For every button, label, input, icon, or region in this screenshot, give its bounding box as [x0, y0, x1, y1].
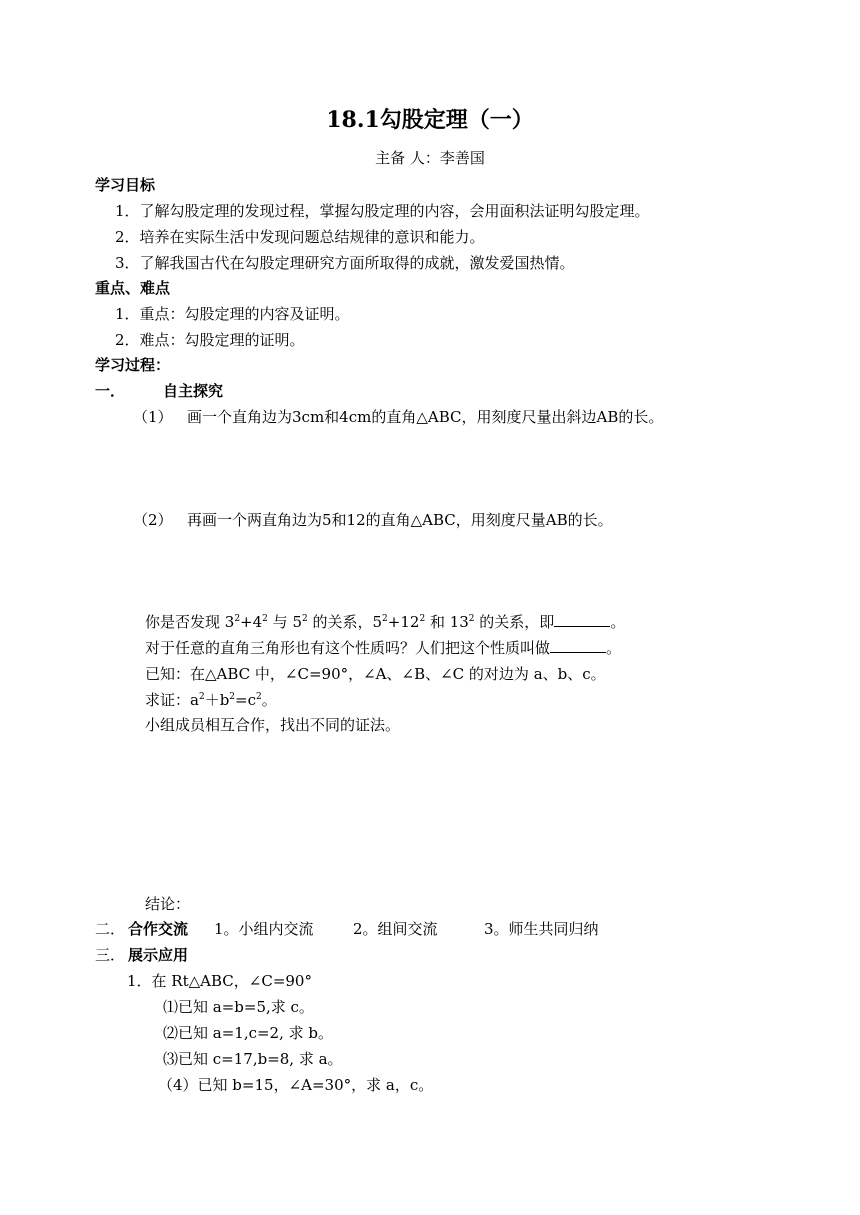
section3-number: 三． — [95, 946, 126, 964]
objective-item: 2．培养在实际生活中发现问题总结规律的意识和能力。 — [115, 228, 485, 246]
exercise-sub: （4）已知 b=15，∠A=30°，求 a，c。 — [158, 1076, 434, 1094]
section2-number: 二． — [95, 920, 126, 938]
exercise-sub: ⑵已知 a=1,c=2, 求 b。 — [163, 1024, 334, 1042]
question-1-number: （1） — [133, 408, 173, 426]
question-2-text: 再画一个两直角边为5和12的直角△ABC，用刻度尺量AB的长。 — [187, 511, 613, 529]
section2-item: 2。组间交流 — [353, 920, 438, 938]
discover-line: 你是否发现 $3^2+4^2$ 与 $5^2$ 的关系，$5^2+12^2$ 和 $13^2$ 的关系，即 。 — [145, 613, 626, 631]
answer-blank[interactable] — [554, 612, 610, 627]
objective-item: 3．了解我国古代在勾股定理研究方面所取得的成就，激发爱国热情。 — [115, 254, 575, 272]
section2-item: 3。师生共同归纳 — [484, 920, 599, 938]
given-line: 已知：在△ABC 中，∠C=90°，∠A、∠B、∠C 的对边为 a、b、c。 — [145, 665, 606, 683]
question-1-text: 画一个直角边为3cm和4cm的直角△ABC，用刻度尺量出斜边AB的长。 — [187, 408, 664, 426]
question-2-number: （2） — [133, 511, 173, 529]
section2-item: 1。小组内交流 — [214, 920, 314, 938]
page-title: 18.1勾股定理（一） — [326, 107, 534, 133]
conclusion-label: 结论： — [145, 895, 191, 913]
exercise-sub: ⑴已知 a=b=5,求 c。 — [163, 998, 314, 1016]
objective-item: 1．了解勾股定理的发现过程，掌握勾股定理的内容，会用面积法证明勾股定理。 — [115, 202, 650, 220]
exercise-1: 1．在 Rt△ABC，∠C=90° — [127, 972, 312, 990]
process-heading: 学习过程： — [95, 356, 171, 374]
section1-title: 自主探究 — [163, 382, 224, 400]
section3-title: 展示应用 — [128, 946, 189, 964]
cooperate-line: 小组成员相互合作，找出不同的证法。 — [145, 716, 401, 734]
author-line: 主备 人：李善国 — [375, 149, 485, 167]
section2-title: 合作交流 — [128, 920, 189, 938]
prove-line: 求证：$a^2+b^2=c^2$。 — [145, 691, 277, 709]
answer-blank[interactable] — [550, 638, 606, 653]
exercise-sub: ⑶已知 c=17,b=8, 求 a。 — [163, 1050, 343, 1068]
objectives-heading: 学习目标 — [95, 176, 156, 194]
key-point-item: 2．难点：勾股定理的证明。 — [115, 331, 305, 349]
section1-number: 一． — [95, 382, 126, 400]
property-line: 对于任意的直角三角形也有这个性质吗？人们把这个性质叫做 。 — [145, 639, 622, 657]
key-point-item: 1．重点：勾股定理的内容及证明。 — [115, 305, 350, 323]
key-points-heading: 重点、难点 — [95, 279, 171, 297]
